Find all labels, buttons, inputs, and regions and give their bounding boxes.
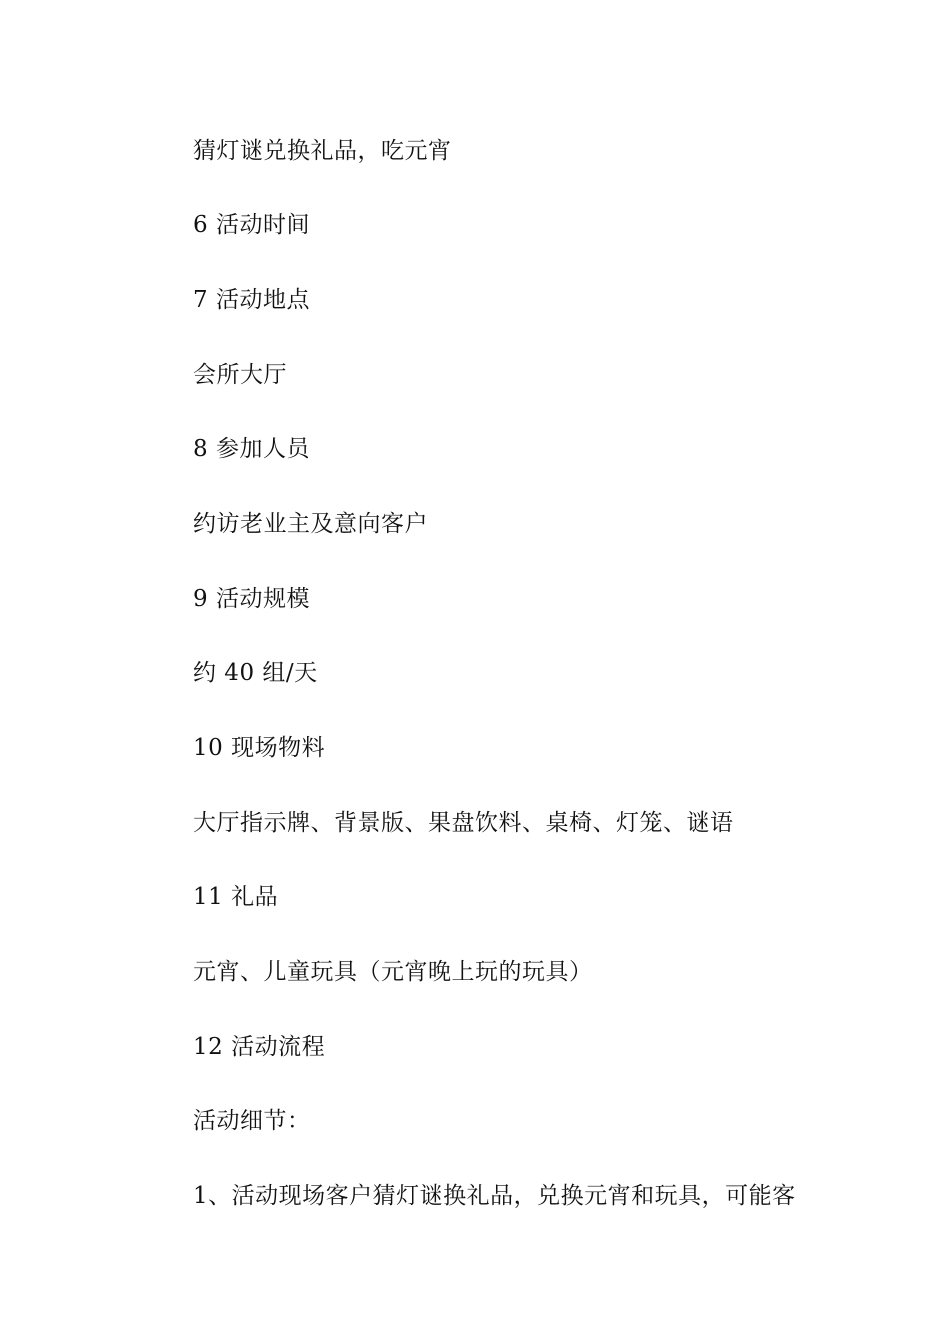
heading-participants: 8 参加人员 [193,436,310,462]
heading-activity-process: 12 活动流程 [193,1034,326,1060]
text-line-location: 会所大厅 [193,362,287,388]
text-line-scale: 约 40 组/天 [193,660,318,686]
text-line-participants: 约访老业主及意向客户 [193,511,428,537]
heading-onsite-materials: 10 现场物料 [193,735,326,761]
text-line-activity-details: 活动细节： [193,1108,311,1134]
heading-activity-scale: 9 活动规模 [193,586,310,612]
text-line-detail-1: 1、活动现场客户猜灯谜换礼品，兑换元宵和玩具，可能客 [193,1183,796,1209]
text-line-activity-content: 猜灯谜兑换礼品，吃元宵 [193,138,452,164]
text-line-materials: 大厅指示牌、背景版、果盘饮料、桌椅、灯笼、谜语 [193,810,734,836]
heading-gifts: 11 礼品 [193,884,279,910]
heading-activity-time: 6 活动时间 [193,212,310,238]
heading-activity-location: 7 活动地点 [193,287,310,313]
text-line-gifts: 元宵、儿童玩具（元宵晚上玩的玩具） [193,959,593,985]
